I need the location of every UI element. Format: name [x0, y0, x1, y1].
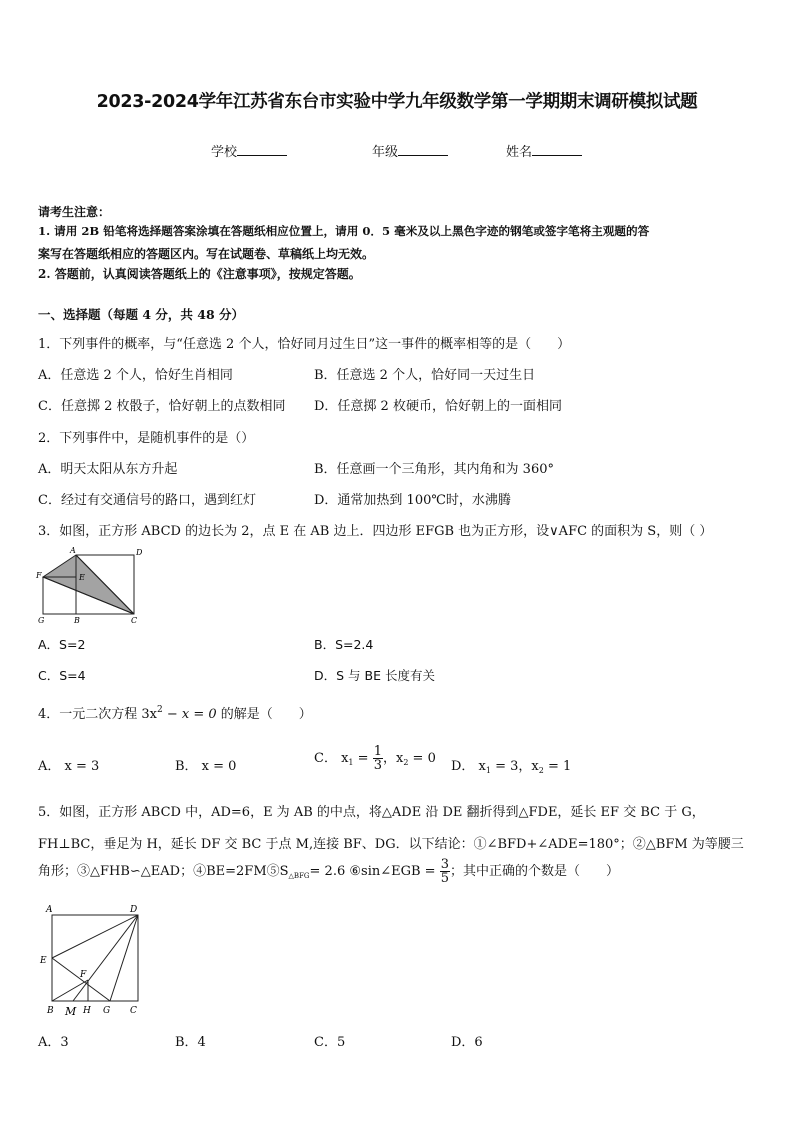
q3-stem: 3．如图，正方形 ABCD 的边长为 2，点 E 在 AB 边上．四边形 EFGB 也为正方形，设∨AFC 的面积为 S，则（ ）	[38, 524, 713, 539]
school-field[interactable]	[211, 141, 287, 160]
q4-option-b[interactable]: B． x = 0	[175, 759, 237, 774]
q2-option-b[interactable]: B．任意画一个三角形，其内角和为 360°	[314, 462, 554, 477]
q3-option-d[interactable]: D．S 与 BE 长度有关	[314, 668, 435, 683]
fig5-label-f: F	[80, 970, 87, 980]
school-blank[interactable]	[237, 144, 287, 156]
grade-blank[interactable]	[398, 144, 448, 156]
q4-c-sub2: 2	[403, 758, 409, 767]
notice-heading: 请考生注意：	[38, 205, 111, 219]
name-field[interactable]	[506, 141, 582, 160]
fig3-label-f: F	[36, 571, 42, 580]
q4-c-val2: = 0	[408, 751, 436, 766]
q4-d-pre: D． x	[451, 759, 486, 774]
q5-figure	[34, 900, 154, 1022]
q5-line3-mid: = 2.6 ⑥sin∠EGB =	[309, 864, 440, 879]
name-blank[interactable]	[532, 144, 582, 156]
q4-c-pre: C． x	[314, 751, 349, 766]
fig3-label-a: A	[70, 546, 76, 555]
fig3-label-e: E	[79, 573, 85, 582]
q4-c-fraction	[373, 745, 383, 772]
fig3-label-c: C	[131, 616, 138, 625]
school-label: 学校	[211, 145, 238, 160]
notice-line-1b: 案写在答题纸相应的答题区内。写在试题卷、草稿纸上均无效。	[38, 247, 375, 261]
notice-line-2: 2. 答题前，认真阅读答题纸上的《注意事项》，按规定答题。	[38, 267, 361, 281]
q5-line-2: FH⊥BC，垂足为 H，延长 DF 交 BC 于点 M,连接 BF、DG．以下结论：①∠BFD+∠ADE=180°；②△BFM 为等腰三	[38, 837, 744, 852]
segment-bf	[52, 980, 88, 1001]
q5-option-c[interactable]: C．5	[314, 1035, 346, 1050]
q3-figure	[34, 546, 154, 628]
fig5-label-a: A	[46, 905, 53, 915]
fig3-label-b: B	[74, 616, 80, 625]
q1-option-c[interactable]: C．任意掷 2 枚骰子，恰好朝上的点数相同	[38, 399, 286, 414]
grade-field[interactable]	[372, 141, 448, 160]
q5-line3-sub: △BFG	[288, 872, 310, 880]
fig5-label-e: E	[40, 956, 47, 966]
q4-stem	[38, 703, 312, 722]
q5-frac-den: 5	[440, 871, 449, 886]
fig3-label-d: D	[136, 548, 143, 557]
q4-d-val1: = 3，x	[490, 759, 539, 774]
q4-stem-mid: − x = 0	[162, 707, 217, 722]
q1-stem: 1．下列事件的概率，与“任意选 2 个人，恰好同月过生日”这一事件的概率相等的是（ ）	[38, 337, 571, 352]
q2-option-c[interactable]: C．经过有交通信号的路口，遇到红灯	[38, 493, 256, 508]
q4-option-c[interactable]	[314, 745, 436, 772]
q5-frac-num: 3	[440, 857, 449, 872]
fig5-label-b: B	[47, 1006, 54, 1016]
q2-stem: 2．下列事件中，是随机事件的是（）	[38, 431, 255, 446]
segment-ed	[52, 915, 138, 958]
fig5-label-g: G	[103, 1006, 111, 1016]
triangle-afc	[43, 555, 134, 614]
fig5-label-h: H	[83, 1006, 91, 1016]
q1-option-a[interactable]: A．任意选 2 个人，恰好生肖相同	[38, 368, 233, 383]
q4-stem-post: 的解是（ ）	[216, 707, 312, 722]
q4-option-a[interactable]: A． x = 3	[38, 759, 100, 774]
q2-option-d[interactable]: D．通常加热到 100℃时，水沸腾	[314, 493, 511, 508]
q4-d-sub2: 2	[538, 766, 544, 775]
q4-c-den: 3	[373, 758, 382, 773]
page-title: 2023-2024学年江苏省东台市实验中学九年级数学第一学期期末调研模拟试题	[96, 92, 698, 112]
fig5-label-m: M	[65, 1005, 77, 1018]
q4-stem-exp: 2	[157, 705, 163, 715]
fig5-label-d: D	[130, 905, 138, 915]
q4-c-eq: =	[353, 751, 373, 766]
fig5-label-c: C	[130, 1006, 137, 1016]
q3-option-a[interactable]: A．S=2	[38, 637, 86, 652]
section-heading: 一、选择题（每题 4 分，共 48 分）	[38, 307, 245, 322]
q5-option-b[interactable]: B．4	[175, 1035, 206, 1050]
grade-label: 年级	[372, 145, 399, 160]
q5-line3-post: ；其中正确的个数是（ ）	[449, 864, 619, 879]
q4-d-sub1: 1	[485, 766, 491, 775]
q4-d-val2: = 1	[543, 759, 572, 774]
q3-option-b[interactable]: B．S=2.4	[314, 637, 374, 652]
segment-dg	[110, 915, 138, 1001]
q5-fraction	[440, 858, 450, 885]
q4-c-num: 1	[373, 744, 382, 759]
segment-dm	[73, 915, 138, 1001]
q3-option-c[interactable]: C．S=4	[38, 668, 86, 683]
q4-c-sub1: 1	[348, 758, 354, 767]
q5-line-3	[38, 858, 619, 885]
square-abcd-5	[52, 915, 138, 1001]
q5-line-1: 5．如图，正方形 ABCD 中，AD=6，E 为 AB 的中点，将△ADE 沿 DE 翻折得到△FDE，延长 EF 交 BC 于 G，	[38, 805, 705, 820]
q2-option-a[interactable]: A．明天太阳从东方升起	[38, 462, 178, 477]
q1-option-d[interactable]: D．任意掷 2 枚硬币，恰好朝上的一面相同	[314, 399, 562, 414]
q5-option-a[interactable]: A．3	[38, 1035, 69, 1050]
name-label: 姓名	[506, 145, 533, 160]
notice-line-1a: 1. 请用 2B 铅笔将选择题答案涂填在答题纸相应位置上，请用 0．5 毫米及以上黑色字迹的钢笔或签字笔将主观题的答	[38, 224, 650, 238]
q5-line3-pre: 角形；③△FHB∽△EAD；④BE=2FM⑤S	[38, 864, 289, 879]
q4-option-d[interactable]	[451, 755, 571, 775]
fig3-label-g: G	[38, 616, 45, 625]
q4-stem-pre: 4．一元二次方程 3x	[38, 707, 158, 722]
q1-option-b[interactable]: B．任意选 2 个人，恰好同一天过生日	[314, 368, 536, 383]
q4-c-x2: ，x	[382, 751, 404, 766]
q5-option-d[interactable]: D．6	[451, 1035, 483, 1050]
